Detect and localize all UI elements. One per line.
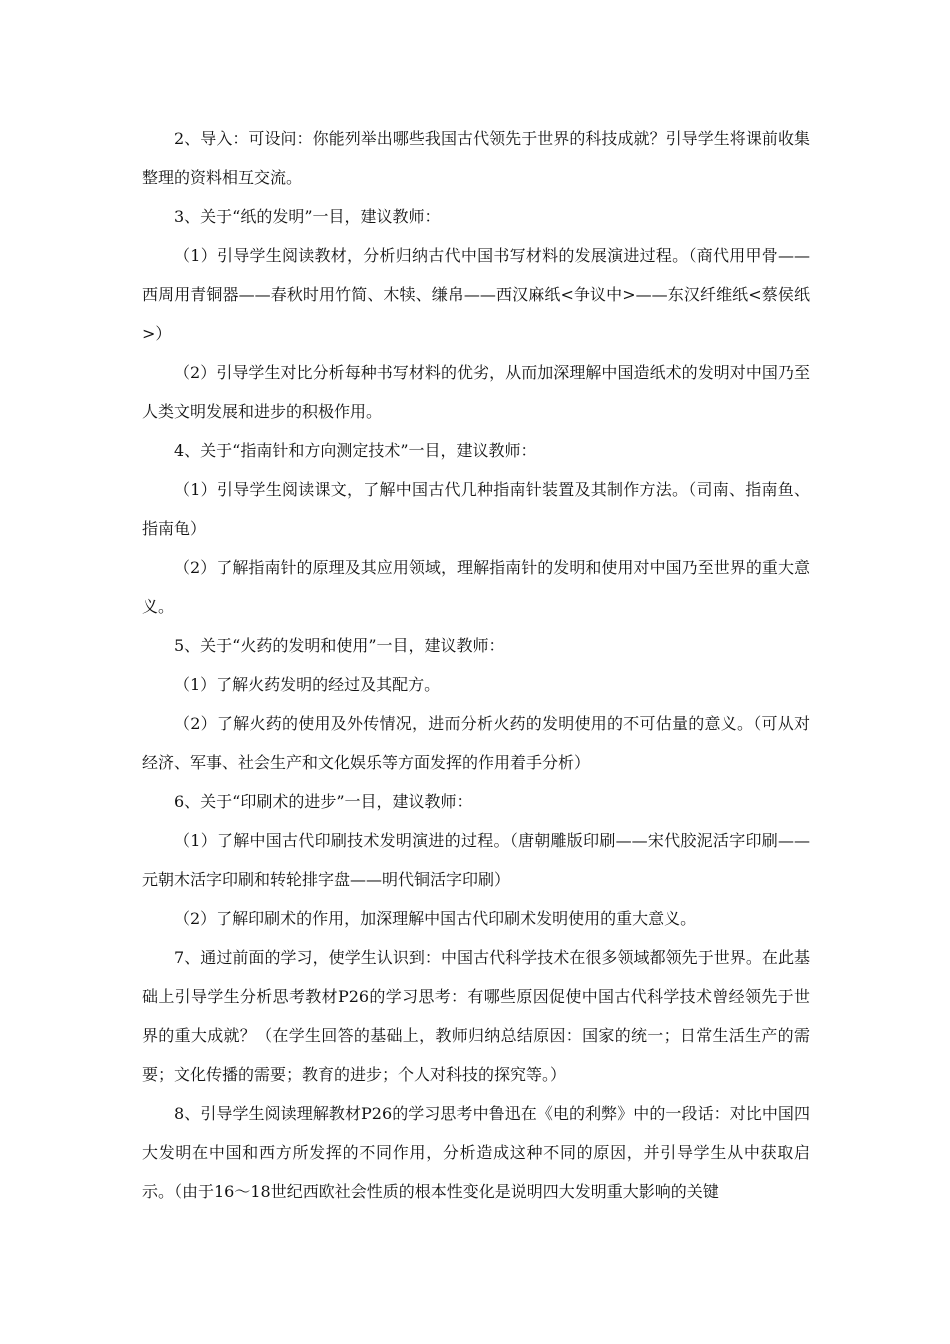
paragraph-3-heading: 3、关于“纸的发明”一目，建议教师： xyxy=(174,207,441,226)
paragraph-7: 7、通过前面的学习，使学生认识到：中国古代科学技术在很多领域都领先于世界。在此基础上引导学生分析思考教材P26的学习思考：有哪些原因促使中国古代科学技术曾经领先于世界的重大成就？（在学生回答的基础上，教师归纳总结原因：国家的统一；日常生活生产的需要；文化传播的需要；教育的进步；个人对科技的探究等。） xyxy=(142,948,810,1084)
paragraph-2-intro: 2、导入：可设问：你能列举出哪些我国古代领先于世界的科技成就？引导学生将课前收集整理的资料相互交流。 xyxy=(142,129,810,187)
paragraph-6-heading: 6、关于“印刷术的进步”一目，建议教师： xyxy=(174,792,473,811)
paragraph-6-2: （2）了解印刷术的作用，加深理解中国古代印刷术发明使用的重大意义。 xyxy=(174,909,697,928)
paragraph-5-1: （1）了解火药发明的经过及其配方。 xyxy=(174,675,441,694)
paragraph-3-2: （2）引导学生对比分析每种书写材料的优劣，从而加深理解中国造纸术的发明对中国乃至人类文明发展和进步的积极作用。 xyxy=(142,363,810,421)
paragraph-3-1: （1）引导学生阅读教材，分析归纳古代中国书写材料的发展演进过程。（商代用甲骨——西周用青铜器——春秋时用竹简、木犊、缣帛——西汉麻纸<争议中>——东汉纤维纸<蔡侯纸>） xyxy=(142,246,810,343)
paragraph-8: 8、引导学生阅读理解教材P26的学习思考中鲁迅在《电的利弊》中的一段话：对比中国四大发明在中国和西方所发挥的不同作用，分析造成这种不同的原因，并引导学生从中获取启示。（由于16～18世纪西欧社会性质的根本性变化是说明四大发明重大影响的关键 xyxy=(142,1104,810,1201)
paragraph-4-1: （1）引导学生阅读课文，了解中国古代几种指南针装置及其制作方法。（司南、指南鱼、指南龟） xyxy=(142,480,810,538)
document-body xyxy=(142,119,810,1211)
paragraph-4-heading: 4、关于“指南针和方向测定技术”一目，建议教师： xyxy=(174,441,537,460)
paragraph-5-heading: 5、关于“火药的发明和使用”一目，建议教师： xyxy=(174,636,505,655)
paragraph-4-2: （2）了解指南针的原理及其应用领域，理解指南针的发明和使用对中国乃至世界的重大意义。 xyxy=(142,558,810,616)
paragraph-6-1: （1）了解中国古代印刷技术发明演进的过程。（唐朝雕版印刷——宋代胶泥活字印刷——元朝木活字印刷和转轮排字盘——明代铜活字印刷） xyxy=(142,831,810,889)
paragraph-5-2: （2）了解火药的使用及外传情况，进而分析火药的发明使用的不可估量的意义。（可从对经济、军事、社会生产和文化娱乐等方面发挥的作用着手分析） xyxy=(142,714,810,772)
